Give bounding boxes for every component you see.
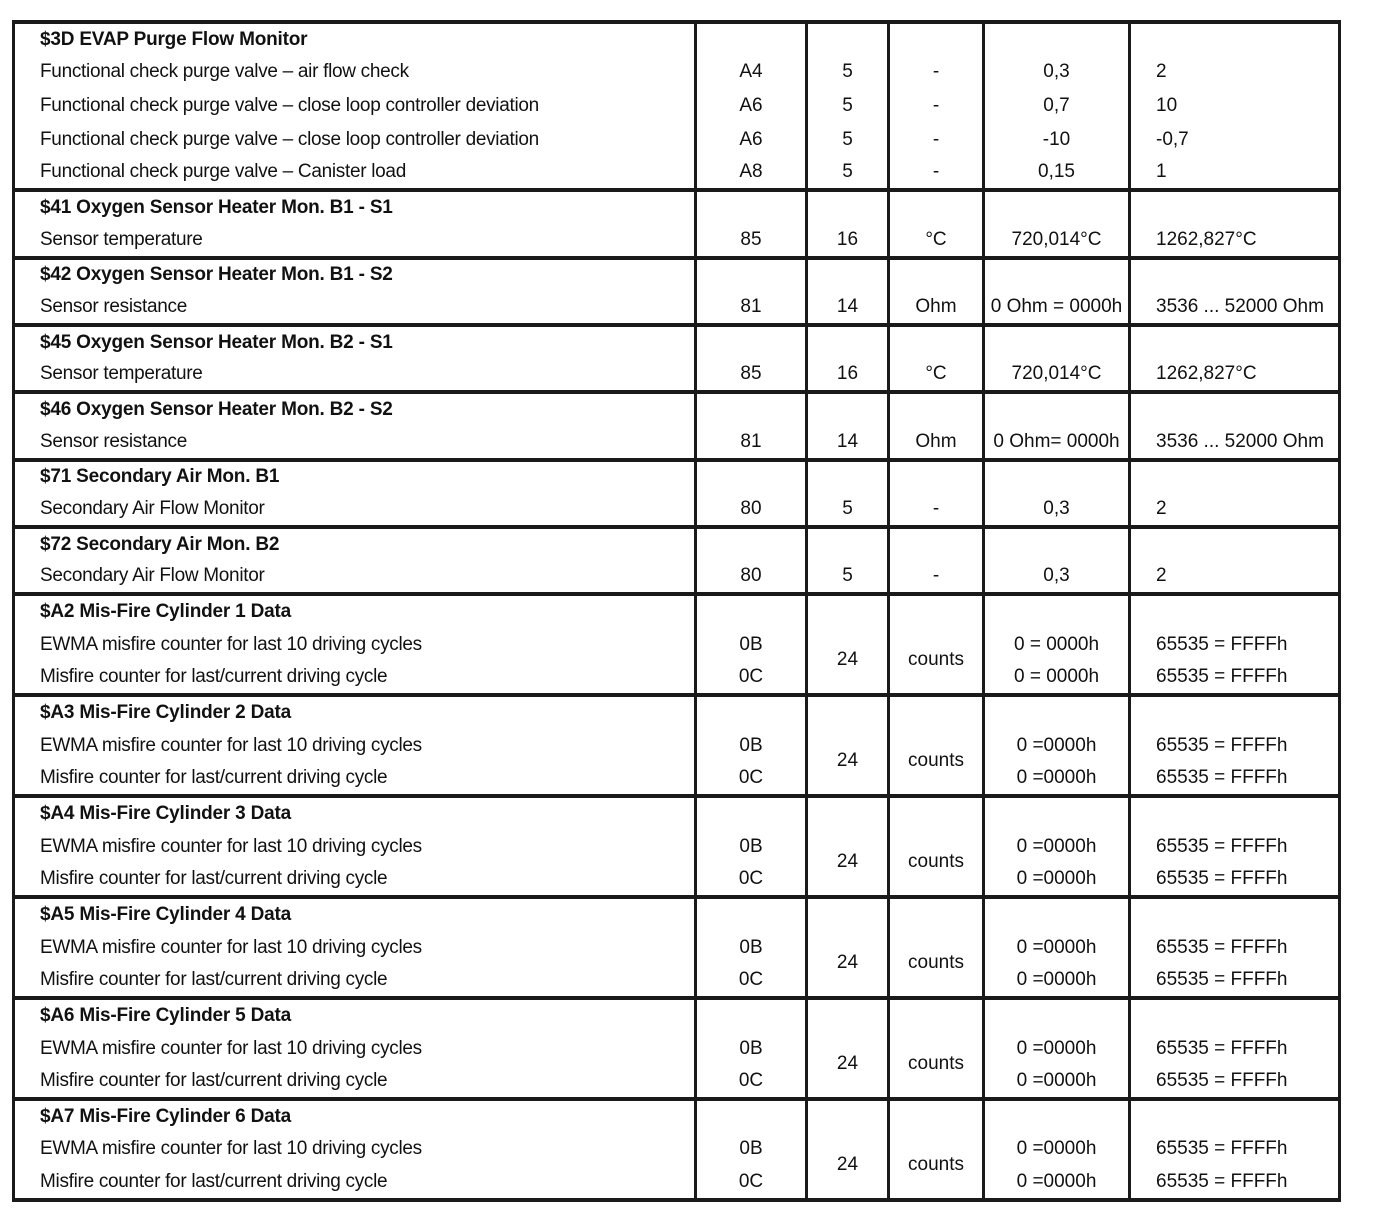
monitor-id: 80 — [696, 493, 807, 527]
table-row — [14, 89, 1340, 123]
min-value: 720,014°C — [984, 359, 1130, 393]
header-spacer-min — [984, 325, 1130, 359]
group-title: $72 Secondary Air Mon. B2 — [14, 527, 696, 561]
row-description: Misfire counter for last/current driving cycle — [14, 1065, 696, 1099]
group-title-row — [14, 325, 1340, 359]
group-title-row — [14, 897, 1340, 931]
monitor-id: 85 — [696, 224, 807, 258]
table-row — [14, 1065, 1340, 1099]
group-title-row — [14, 695, 1340, 729]
min-value: 0 =0000h — [984, 1133, 1130, 1167]
header-spacer-units-id — [807, 392, 889, 426]
group-title: $A4 Mis-Fire Cylinder 3 Data — [14, 796, 696, 830]
min-value: 0 =0000h — [984, 931, 1130, 965]
row-description: Misfire counter for last/current driving cycle — [14, 964, 696, 998]
header-spacer-max — [1130, 22, 1340, 56]
unit-scaling-id: 24 — [807, 830, 889, 897]
row-description: Functional check purge valve – close loop controller deviation — [14, 89, 696, 123]
header-spacer-min — [984, 796, 1130, 830]
row-description: Sensor resistance — [14, 291, 696, 325]
row-description: Functional check purge valve – Canister load — [14, 157, 696, 191]
group-title-row — [14, 594, 1340, 628]
row-description: Misfire counter for last/current driving cycle — [14, 863, 696, 897]
table-row — [14, 291, 1340, 325]
row-description: Sensor resistance — [14, 426, 696, 460]
unit: - — [889, 89, 984, 123]
unit: counts — [889, 830, 984, 897]
max-value: 3536 ... 52000 Ohm — [1130, 426, 1340, 460]
min-value: 720,014°C — [984, 224, 1130, 258]
header-spacer-unit — [889, 594, 984, 628]
monitor-id: 0C — [696, 863, 807, 897]
group-title-row — [14, 258, 1340, 292]
row-description: Functional check purge valve – close loop controller deviation — [14, 123, 696, 157]
header-spacer-mid-id — [696, 258, 807, 292]
monitor-data-table — [12, 20, 1341, 1202]
min-value: 0 = 0000h — [984, 661, 1130, 695]
group-title-row — [14, 796, 1340, 830]
header-spacer-min — [984, 1099, 1130, 1133]
header-spacer-mid-id — [696, 22, 807, 56]
monitor-id: 0B — [696, 1133, 807, 1167]
min-value: 0,15 — [984, 157, 1130, 191]
row-description: EWMA misfire counter for last 10 driving cycles — [14, 729, 696, 763]
header-spacer-mid-id — [696, 897, 807, 931]
unit-scaling-id: 5 — [807, 89, 889, 123]
header-spacer-mid-id — [696, 1099, 807, 1133]
max-value: 65535 = FFFFh — [1130, 762, 1340, 796]
header-spacer-units-id — [807, 695, 889, 729]
row-description: Misfire counter for last/current driving cycle — [14, 762, 696, 796]
unit: Ohm — [889, 291, 984, 325]
max-value: 10 — [1130, 89, 1340, 123]
table-row — [14, 628, 1340, 662]
row-description: Secondary Air Flow Monitor — [14, 561, 696, 595]
header-spacer-unit — [889, 258, 984, 292]
row-description: EWMA misfire counter for last 10 driving cycles — [14, 931, 696, 965]
table-row — [14, 359, 1340, 393]
min-value: 0 =0000h — [984, 863, 1130, 897]
monitor-id: 81 — [696, 426, 807, 460]
monitor-id: 0B — [696, 931, 807, 965]
group-title: $46 Oxygen Sensor Heater Mon. B2 - S2 — [14, 392, 696, 426]
group-title: $42 Oxygen Sensor Heater Mon. B1 - S2 — [14, 258, 696, 292]
table-row — [14, 1133, 1340, 1167]
header-spacer-min — [984, 190, 1130, 224]
header-spacer-min — [984, 695, 1130, 729]
unit-scaling-id: 24 — [807, 931, 889, 998]
min-value: 0 =0000h — [984, 762, 1130, 796]
monitor-id: 0B — [696, 729, 807, 763]
header-spacer-mid-id — [696, 998, 807, 1032]
header-spacer-unit — [889, 897, 984, 931]
monitor-id: A6 — [696, 123, 807, 157]
unit: Ohm — [889, 426, 984, 460]
header-spacer-mid-id — [696, 460, 807, 494]
group-title: $A3 Mis-Fire Cylinder 2 Data — [14, 695, 696, 729]
header-spacer-min — [984, 527, 1130, 561]
unit-scaling-id: 5 — [807, 561, 889, 595]
group-title-row — [14, 1099, 1340, 1133]
group-title-row — [14, 460, 1340, 494]
max-value: 1262,827°C — [1130, 359, 1340, 393]
unit-scaling-id: 24 — [807, 1133, 889, 1200]
unit: counts — [889, 1133, 984, 1200]
monitor-id: 0C — [696, 1166, 807, 1200]
table-row — [14, 1166, 1340, 1200]
table-body — [14, 22, 1340, 1200]
header-spacer-min — [984, 897, 1130, 931]
header-spacer-min — [984, 392, 1130, 426]
monitor-id: 0C — [696, 1065, 807, 1099]
table-row — [14, 830, 1340, 864]
header-spacer-unit — [889, 392, 984, 426]
header-spacer-unit — [889, 998, 984, 1032]
max-value: 65535 = FFFFh — [1130, 1032, 1340, 1066]
unit: °C — [889, 224, 984, 258]
group-title: $A5 Mis-Fire Cylinder 4 Data — [14, 897, 696, 931]
max-value: 65535 = FFFFh — [1130, 628, 1340, 662]
unit: - — [889, 123, 984, 157]
header-spacer-units-id — [807, 460, 889, 494]
header-spacer-units-id — [807, 594, 889, 628]
monitor-id: 0C — [696, 661, 807, 695]
group-title: $71 Secondary Air Mon. B1 — [14, 460, 696, 494]
min-value: 0 =0000h — [984, 1032, 1130, 1066]
header-spacer-max — [1130, 897, 1340, 931]
group-title-row — [14, 22, 1340, 56]
unit: °C — [889, 359, 984, 393]
header-spacer-units-id — [807, 258, 889, 292]
min-value: 0 =0000h — [984, 1065, 1130, 1099]
unit-scaling-id: 5 — [807, 56, 889, 90]
monitor-id: A8 — [696, 157, 807, 191]
header-spacer-mid-id — [696, 392, 807, 426]
max-value: 1 — [1130, 157, 1340, 191]
unit: counts — [889, 628, 984, 695]
header-spacer-units-id — [807, 897, 889, 931]
min-value: -10 — [984, 123, 1130, 157]
header-spacer-mid-id — [696, 796, 807, 830]
header-spacer-mid-id — [696, 325, 807, 359]
min-value: 0 =0000h — [984, 1166, 1130, 1200]
table-row — [14, 56, 1340, 90]
min-value: 0 =0000h — [984, 964, 1130, 998]
max-value: 65535 = FFFFh — [1130, 1133, 1340, 1167]
header-spacer-min — [984, 258, 1130, 292]
max-value: 2 — [1130, 56, 1340, 90]
header-spacer-mid-id — [696, 527, 807, 561]
unit: - — [889, 493, 984, 527]
unit-scaling-id: 5 — [807, 157, 889, 191]
header-spacer-mid-id — [696, 695, 807, 729]
group-title: $3D EVAP Purge Flow Monitor — [14, 22, 696, 56]
max-value: 65535 = FFFFh — [1130, 729, 1340, 763]
monitor-id: 80 — [696, 561, 807, 595]
unit: - — [889, 56, 984, 90]
group-title: $A6 Mis-Fire Cylinder 5 Data — [14, 998, 696, 1032]
table-row — [14, 863, 1340, 897]
header-spacer-units-id — [807, 998, 889, 1032]
group-title: $A2 Mis-Fire Cylinder 1 Data — [14, 594, 696, 628]
min-value: 0,3 — [984, 493, 1130, 527]
table-row — [14, 661, 1340, 695]
table-row — [14, 762, 1340, 796]
header-spacer-unit — [889, 796, 984, 830]
table-row — [14, 931, 1340, 965]
monitor-id: 0B — [696, 830, 807, 864]
header-spacer-max — [1130, 1099, 1340, 1133]
unit-scaling-id: 14 — [807, 426, 889, 460]
unit: - — [889, 561, 984, 595]
min-value: 0,7 — [984, 89, 1130, 123]
table-row — [14, 157, 1340, 191]
header-spacer-max — [1130, 392, 1340, 426]
table-row — [14, 964, 1340, 998]
unit-scaling-id: 16 — [807, 359, 889, 393]
monitor-id: 0B — [696, 1032, 807, 1066]
table-row — [14, 493, 1340, 527]
row-description: EWMA misfire counter for last 10 driving cycles — [14, 830, 696, 864]
header-spacer-units-id — [807, 796, 889, 830]
max-value: 1262,827°C — [1130, 224, 1340, 258]
header-spacer-unit — [889, 695, 984, 729]
unit-scaling-id: 16 — [807, 224, 889, 258]
group-title: $A7 Mis-Fire Cylinder 6 Data — [14, 1099, 696, 1133]
group-title: $41 Oxygen Sensor Heater Mon. B1 - S1 — [14, 190, 696, 224]
min-value: 0,3 — [984, 561, 1130, 595]
unit: counts — [889, 931, 984, 998]
header-spacer-max — [1130, 695, 1340, 729]
header-spacer-max — [1130, 258, 1340, 292]
min-value: 0 =0000h — [984, 830, 1130, 864]
header-spacer-max — [1130, 190, 1340, 224]
row-description: Secondary Air Flow Monitor — [14, 493, 696, 527]
header-spacer-unit — [889, 527, 984, 561]
max-value: 2 — [1130, 561, 1340, 595]
monitor-id: 0C — [696, 964, 807, 998]
min-value: 0 = 0000h — [984, 628, 1130, 662]
header-spacer-min — [984, 594, 1130, 628]
header-spacer-max — [1130, 594, 1340, 628]
header-spacer-min — [984, 22, 1130, 56]
row-description: Sensor temperature — [14, 224, 696, 258]
unit: - — [889, 157, 984, 191]
header-spacer-units-id — [807, 1099, 889, 1133]
row-description: Sensor temperature — [14, 359, 696, 393]
monitor-id: 85 — [696, 359, 807, 393]
unit-scaling-id: 5 — [807, 493, 889, 527]
max-value: 65535 = FFFFh — [1130, 830, 1340, 864]
max-value: 2 — [1130, 493, 1340, 527]
min-value: 0 =0000h — [984, 729, 1130, 763]
unit-scaling-id: 24 — [807, 1032, 889, 1099]
header-spacer-unit — [889, 460, 984, 494]
row-description: EWMA misfire counter for last 10 driving cycles — [14, 1133, 696, 1167]
unit-scaling-id: 14 — [807, 291, 889, 325]
group-title-row — [14, 998, 1340, 1032]
max-value: 65535 = FFFFh — [1130, 863, 1340, 897]
unit-scaling-id: 5 — [807, 123, 889, 157]
row-description: EWMA misfire counter for last 10 driving cycles — [14, 1032, 696, 1066]
table-row — [14, 426, 1340, 460]
group-title-row — [14, 190, 1340, 224]
table-row — [14, 729, 1340, 763]
unit-scaling-id: 24 — [807, 628, 889, 695]
table-row — [14, 123, 1340, 157]
header-spacer-max — [1130, 998, 1340, 1032]
unit: counts — [889, 729, 984, 796]
header-spacer-unit — [889, 325, 984, 359]
table-row — [14, 561, 1340, 595]
monitor-id: A6 — [696, 89, 807, 123]
min-value: 0,3 — [984, 56, 1130, 90]
header-spacer-unit — [889, 1099, 984, 1133]
row-description: Misfire counter for last/current driving cycle — [14, 1166, 696, 1200]
max-value: 65535 = FFFFh — [1130, 931, 1340, 965]
row-description: EWMA misfire counter for last 10 driving cycles — [14, 628, 696, 662]
group-title: $45 Oxygen Sensor Heater Mon. B2 - S1 — [14, 325, 696, 359]
header-spacer-mid-id — [696, 190, 807, 224]
max-value: 65535 = FFFFh — [1130, 661, 1340, 695]
max-value: 65535 = FFFFh — [1130, 964, 1340, 998]
unit: counts — [889, 1032, 984, 1099]
monitor-id: A4 — [696, 56, 807, 90]
min-value: 0 Ohm = 0000h — [984, 291, 1130, 325]
header-spacer-min — [984, 998, 1130, 1032]
monitor-id: 0B — [696, 628, 807, 662]
row-description: Misfire counter for last/current driving cycle — [14, 661, 696, 695]
header-spacer-units-id — [807, 325, 889, 359]
monitor-id: 0C — [696, 762, 807, 796]
min-value: 0 Ohm= 0000h — [984, 426, 1130, 460]
header-spacer-units-id — [807, 190, 889, 224]
header-spacer-unit — [889, 190, 984, 224]
table-row — [14, 224, 1340, 258]
header-spacer-units-id — [807, 22, 889, 56]
monitor-id: 81 — [696, 291, 807, 325]
row-description: Functional check purge valve – air flow check — [14, 56, 696, 90]
header-spacer-max — [1130, 460, 1340, 494]
header-spacer-max — [1130, 796, 1340, 830]
group-title-row — [14, 527, 1340, 561]
max-value: 3536 ... 52000 Ohm — [1130, 291, 1340, 325]
header-spacer-units-id — [807, 527, 889, 561]
max-value: 65535 = FFFFh — [1130, 1065, 1340, 1099]
header-spacer-min — [984, 460, 1130, 494]
max-value: 65535 = FFFFh — [1130, 1166, 1340, 1200]
table-row — [14, 1032, 1340, 1066]
group-title-row — [14, 392, 1340, 426]
header-spacer-max — [1130, 325, 1340, 359]
header-spacer-max — [1130, 527, 1340, 561]
header-spacer-mid-id — [696, 594, 807, 628]
header-spacer-unit — [889, 22, 984, 56]
unit-scaling-id: 24 — [807, 729, 889, 796]
max-value: -0,7 — [1130, 123, 1340, 157]
